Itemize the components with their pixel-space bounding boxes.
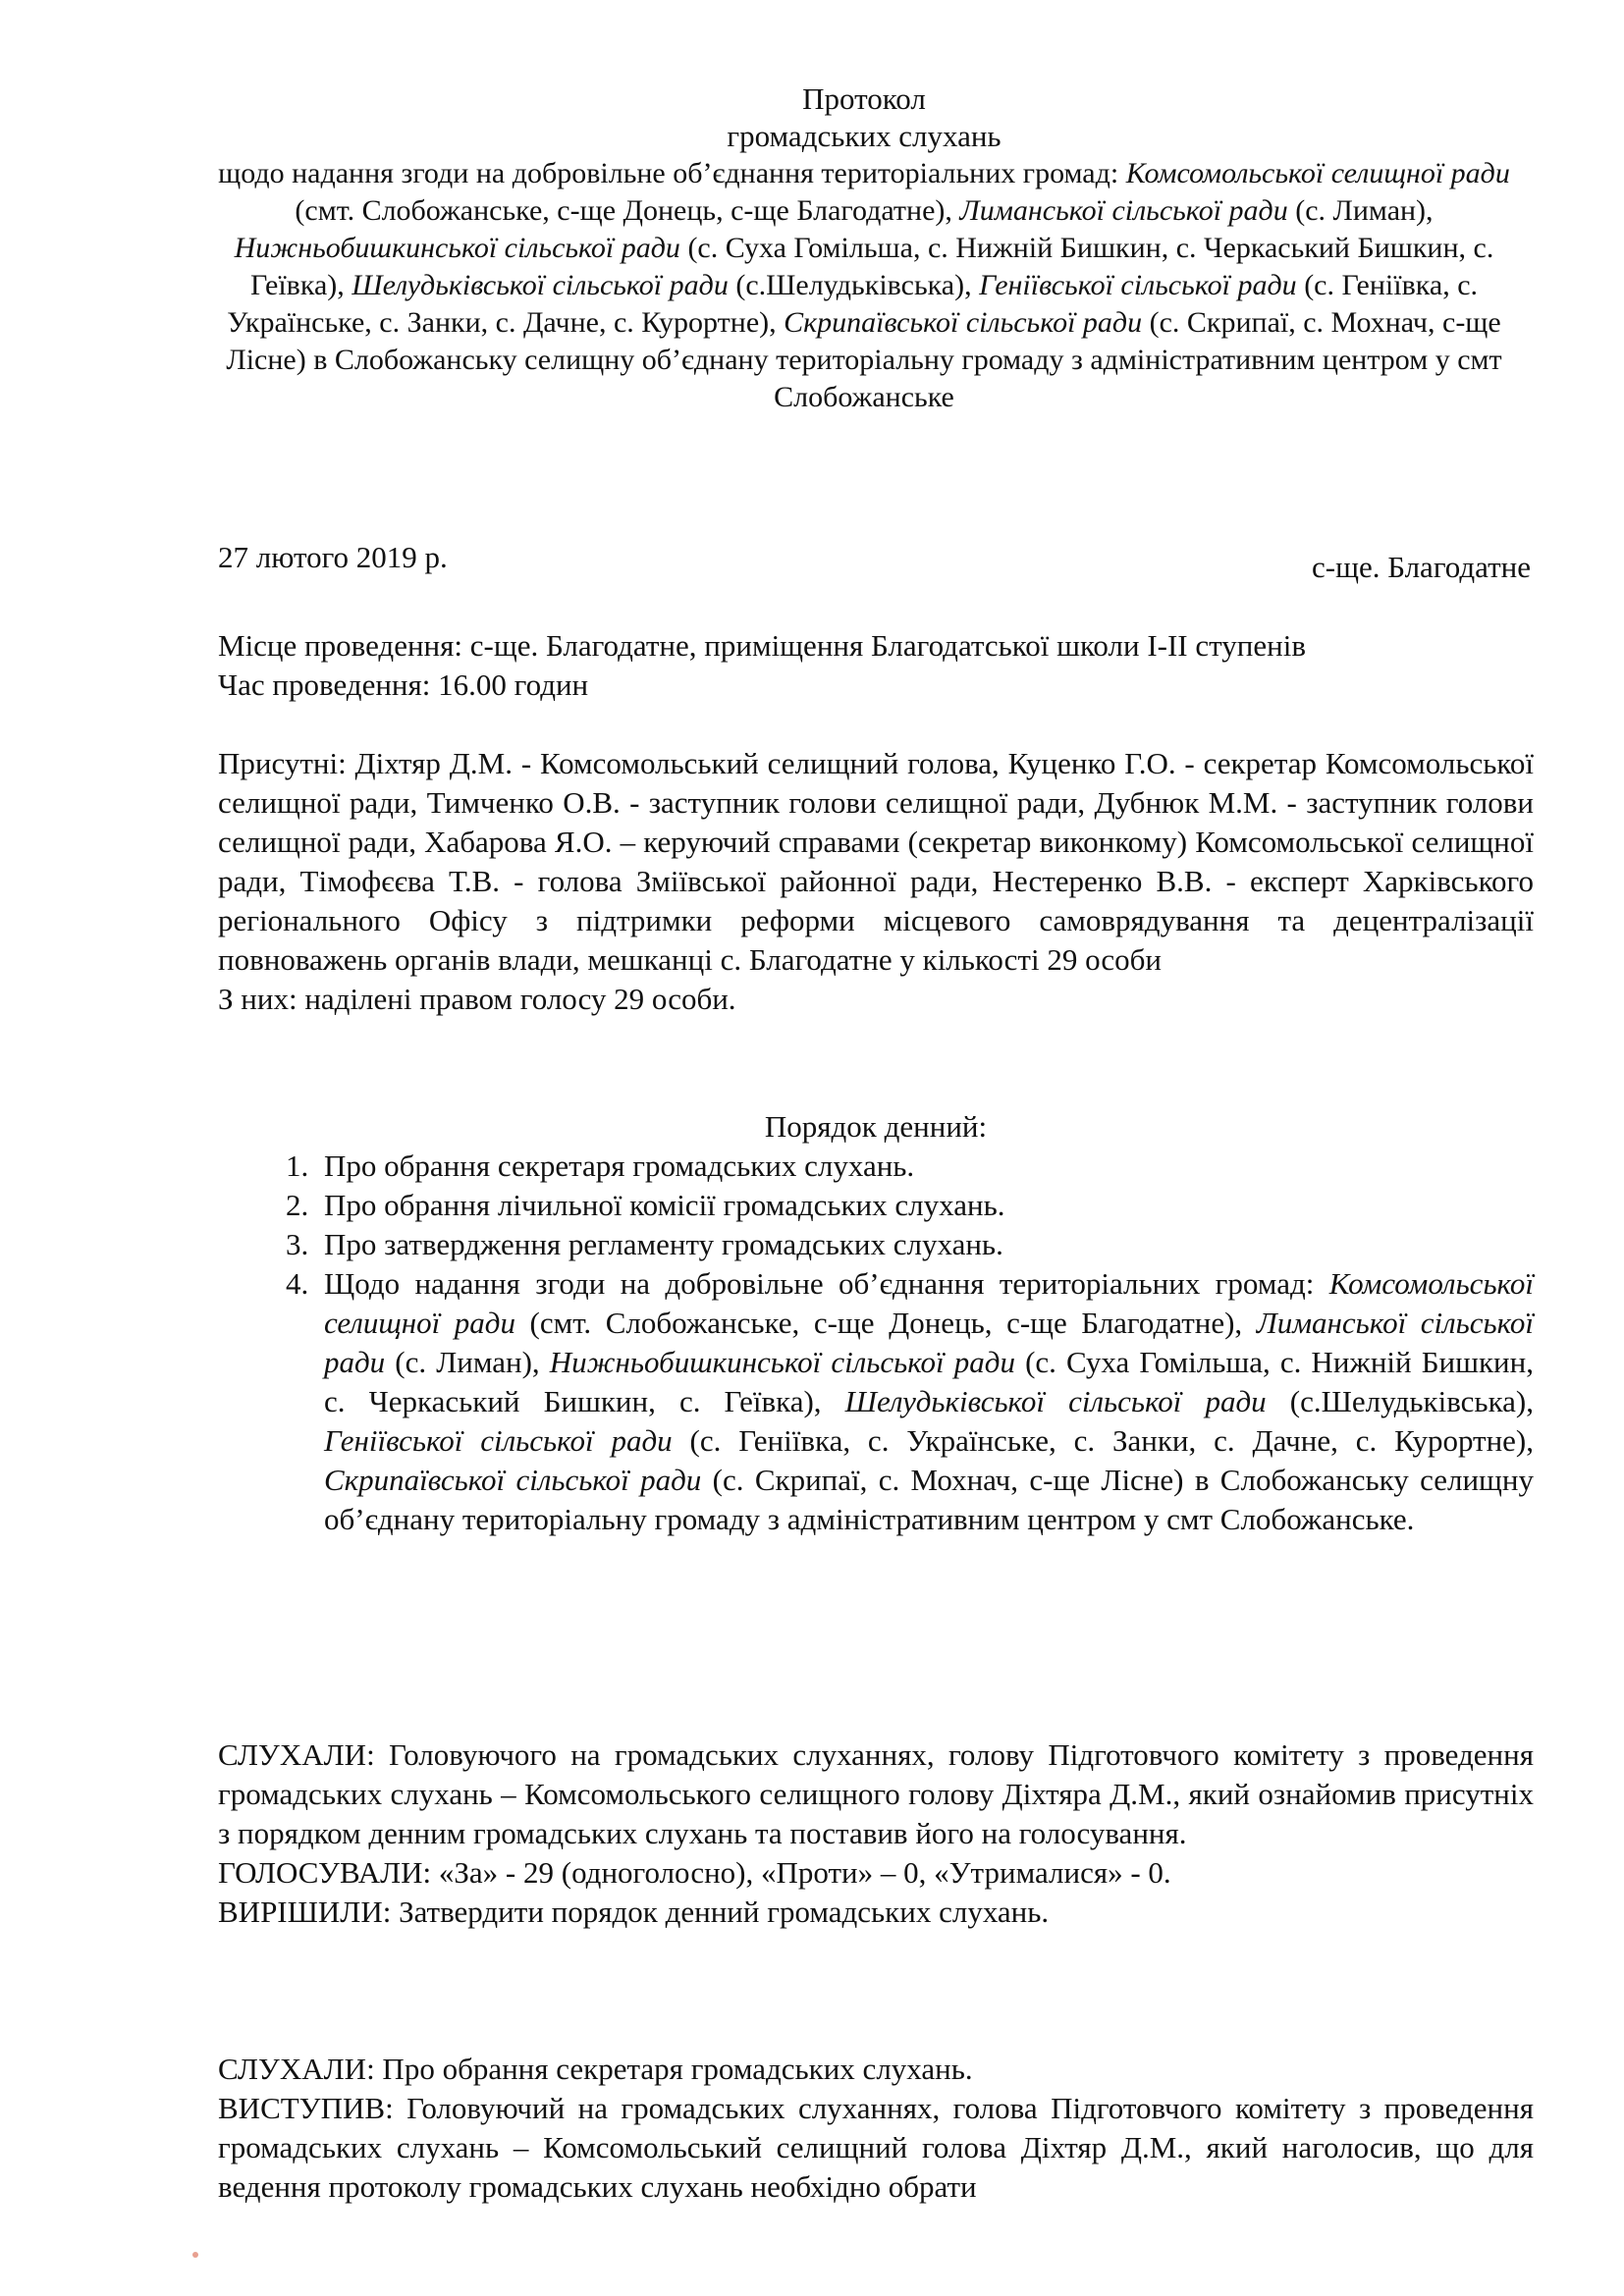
council-name: Лиманської сільської ради bbox=[959, 194, 1288, 227]
text-run: (с. Скрипаї, с. Мохнач, с-ще Лісне) в Слобожанську селищну об’єднану територіальну громаду з адміністративним центром у смт Слобожанське bbox=[226, 306, 1502, 413]
text-run: (с. Суха Гомільша, с. Нижній Бишкин, с. Черкаський Бишкин, с. Геївка), bbox=[324, 1345, 1534, 1418]
document-subtitle: громадських слухань bbox=[727, 119, 1001, 153]
agenda-list bbox=[218, 1147, 1534, 1539]
first-question-block bbox=[218, 1735, 1534, 1932]
text-run: (с. Суха Гомільша, с. Нижній Бишкин, с. Черкаський Бишкин, с. Геївка), bbox=[249, 232, 1494, 301]
council-name: Лиманської сільської ради bbox=[324, 1306, 1534, 1379]
text-run: (с. Скрипаї, с. Мохнач, с-ще Лісне) в Слобожанську селищну об’єднану територіальну громаду з адміністративним центром у смт Слобожанське. bbox=[324, 1463, 1535, 1536]
council-name: Комсомольської селищної ради bbox=[1125, 157, 1510, 189]
protocol-header bbox=[211, 80, 1517, 416]
council-name: Нижньобишкинської сільської ради bbox=[549, 1345, 1015, 1379]
text-run: (с.Шелудьківська), bbox=[1266, 1384, 1534, 1418]
text-run: (с.Шелудьківська), bbox=[728, 269, 980, 301]
vote-result-line: ГОЛОСУВАЛИ: «За» - 29 (одноголосно), «Проти» – 0, «Утрималися» - 0. bbox=[218, 1855, 1171, 1890]
meeting-place: с-ще. Благодатне bbox=[1311, 550, 1531, 584]
text-run: Щодо надання згоди на добровільне об’єднання територіальних громад: bbox=[324, 1266, 1329, 1301]
agenda-item: 1. Про обрання секретаря громадських слухань. bbox=[316, 1147, 1534, 1186]
council-name: Скрипаївської сільської ради bbox=[784, 306, 1143, 339]
document-title: Протокол bbox=[802, 81, 926, 116]
heard-line: СЛУХАЛИ: Про обрання секретаря громадських слухань. bbox=[218, 2052, 973, 2086]
council-name: Нижньобишкинської сільської ради bbox=[234, 232, 680, 264]
agenda-title: Порядок денний: bbox=[764, 1109, 988, 1144]
text-run: (с. Геніївка, с. Українське, с. Занки, с. Дачне, с. Курортне), bbox=[672, 1423, 1534, 1458]
text-run: (смт. Слобожанське, с-ще Донець, с-ще Благодатне), bbox=[514, 1306, 1257, 1340]
ink-dot bbox=[192, 2252, 198, 2258]
decision-line: ВИРІШИЛИ: Затвердити порядок денний громадських слухань. bbox=[218, 1895, 1050, 1929]
attendance-block bbox=[218, 744, 1534, 1019]
agenda-block bbox=[218, 1107, 1534, 1539]
present-paragraph: Присутні: Діхтяр Д.М. - Комсомольський селищний голова, Куценко Г.О. - секретар Комсомольської селищної ради, Тимченко О.В. - заступник голови селищної ради, Дубнюк М.М. - заступник голови селищної ради, Хабарова Я.О. – керуючий справами (секретар виконкому) Комсомольської селищної ради, Тімофєєва Т.В. - голова Зміївської районної ради, Нестеренко В.В. - експерт Харківського регіонального Офісу з підтримки реформи місцевого самоврядування та децентралізації повноважень органів влади, мешканці с. Благодатне у кількості 29 особи bbox=[218, 746, 1534, 977]
council-name: Скрипаївської сільської ради bbox=[324, 1463, 702, 1497]
text-run: (с. Лиман), bbox=[385, 1345, 550, 1379]
agenda-item: 2. Про обрання лічильної комісії громадських слухань. bbox=[316, 1186, 1534, 1225]
agenda-item-union bbox=[316, 1264, 1534, 1539]
council-name: Геніївської сільської ради bbox=[324, 1423, 673, 1458]
agenda-item: 3. Про затвердження регламенту громадських слухань. bbox=[316, 1225, 1534, 1264]
voters-line: З них: наділені правом голосу 29 особи. bbox=[218, 982, 736, 1016]
meeting-date: 27 лютого 2019 р. bbox=[218, 540, 448, 574]
text-run: (с. Лиман), bbox=[1287, 194, 1434, 227]
council-name: Шелудьківської сільської ради bbox=[352, 269, 729, 301]
second-question-block bbox=[218, 2050, 1534, 2207]
venue-line: Місце проведення: с-ще. Благодатне, приміщення Благодатської школи І-ІІ ступенів bbox=[218, 628, 1306, 663]
protocol-subject bbox=[211, 155, 1517, 416]
heard-paragraph: СЛУХАЛИ: Головуючого на громадських слуханнях, голову Підготовчого комітету з проведення громадських слухань – Комсомольського селищного голову Діхтяра Д.М., який ознайомив присутніх з порядком денним громадських слухань та поставив його на голосування. bbox=[218, 1737, 1534, 1850]
speech-paragraph: ВИСТУПИВ: Головуючий на громадських слуханнях, голова Підготовчого комітету з проведення громадських слухань – Комсомольський селищний голова Діхтяр Д.М., який наголосив, що для ведення протоколу громадських слухань необхідно обрати bbox=[218, 2091, 1534, 2204]
time-line: Час проведення: 16.00 годин bbox=[218, 667, 589, 702]
council-name: Шелудьківської сільської ради bbox=[844, 1384, 1267, 1418]
text-run: (с. Геніївка, с. Українське, с. Занки, с. Дачне, с. Курортне), bbox=[227, 269, 1479, 339]
council-name: Комсомольської селищної ради bbox=[324, 1266, 1534, 1340]
text-run: (смт. Слобожанське, с-ще Донець, с-ще Благодатне), bbox=[295, 194, 960, 227]
text-run: щодо надання згоди на добровільне об’єднання територіальних громад: bbox=[218, 157, 1126, 189]
council-name: Геніївської сільської ради bbox=[979, 269, 1297, 301]
venue-block bbox=[218, 626, 1534, 705]
